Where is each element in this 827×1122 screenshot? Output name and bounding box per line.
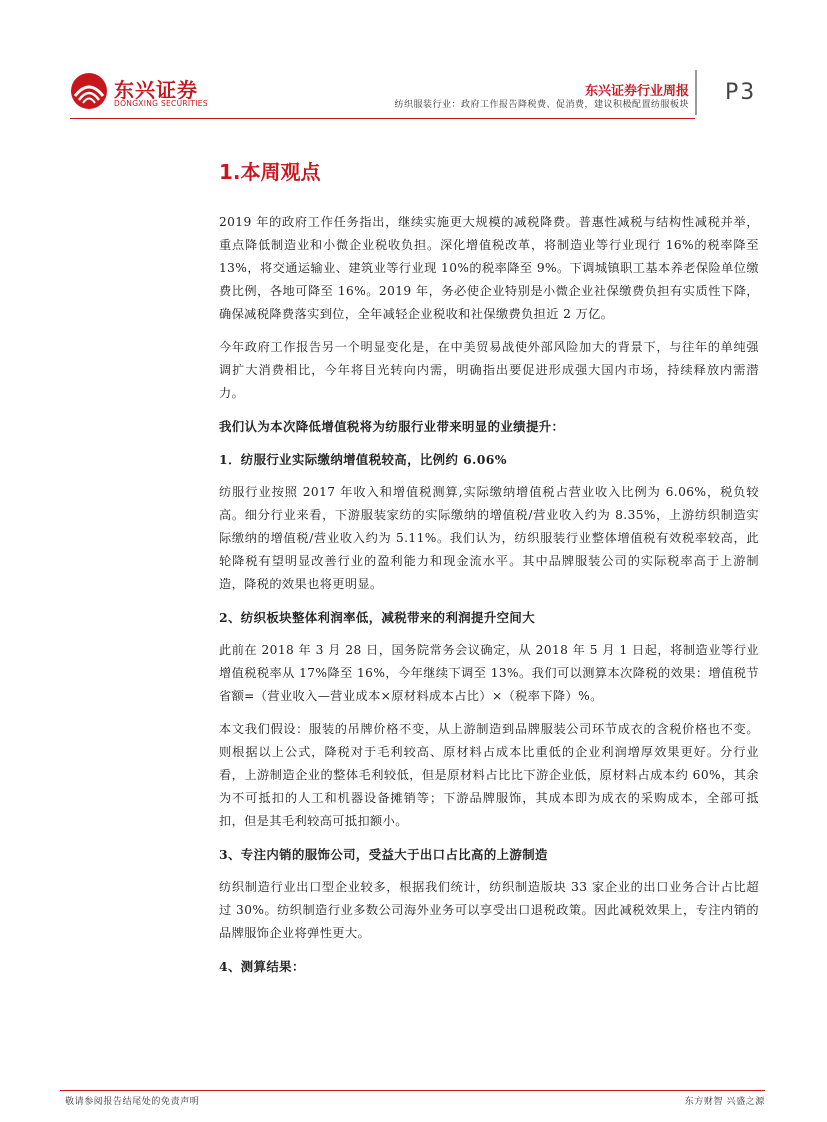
report-type: 东兴证券行业周报 — [584, 84, 689, 99]
point-heading-1: 1．纺服行业实际缴纳增值税较高，比例约 6.06% — [219, 452, 507, 467]
footer-slogan: 东方财智 兴盛之源 — [684, 1097, 765, 1107]
footer-rule — [60, 1090, 765, 1091]
page-number: P3 — [725, 80, 757, 105]
section-title: 1.本周观点 — [219, 160, 321, 184]
main-content — [219, 155, 759, 988]
paragraph-vat-ratio: 纺服行业按照 2017 年收入和增值税测算,实际缴纳增值税占营业收入比例为 6.06%，税负较高。细分行业来看，下游服装家纺的实际缴纳的增值税/营业收入约为 8.35%，上游纺织制造实际缴纳的增值税/营业收入约为 5.11%。我们认为，纺织服装行业整体增值税有效税率较高，此轮降税有望明显改善行业的盈利能力和现金流水平。其中品牌服装公司的实际税率高于上游制造，降税的效果也将更明显。 — [219, 485, 759, 591]
header-rule — [70, 118, 695, 119]
point-heading-3: 3、专注内销的服饰公司，受益大于出口占比高的上游制造 — [219, 847, 548, 862]
logo-name-en: DONGXING SECURITIES — [114, 99, 208, 108]
paragraph-vat-history: 此前在 2018 年 3 月 28 日，国务院常务会议确定，从 2018 年 5 月 1 日起，将制造业等行业增值税税率从 17%降至 16%，今年继续下调至 13%。我们可以测算本次降税的效果：增值税节省额=（营业收入—营业成本×原材料成本占比）×（税率下降）%。 — [219, 643, 759, 703]
company-logo — [70, 72, 210, 114]
paragraph-domestic-demand: 今年政府工作报告另一个明显变化是，在中美贸易战使外部风险加大的背景下，与往年的单纯强调扩大消费相比，今年将目光转向内需，明确指出要促进形成强大国内市场，持续释放内需潜力。 — [219, 340, 759, 400]
paragraph-assumptions: 本文我们假设：服装的吊牌价格不变，从上游制造到品牌服装公司环节成衣的含税价格也不变。则根据以上公式，降税对于毛利较高、原材料占成本比重低的企业利润增厚效果更好。分行业看，上游制造企业的整体毛利较低，但是原材料占比比下游企业低，原材料占成本约 60%，其余为不可抵扣的人工和机器设备摊销等；下游品牌服饰，其成本即为成衣的采购成本，全部可抵扣，但是其毛利较高可抵扣额小。 — [219, 722, 759, 828]
paragraph-tax-policy: 2019 年的政府工作任务指出，继续实施更大规模的减税降费。普惠性减税与结构性减税并举，重点降低制造业和小微企业税收负担。深化增值税改革，将制造业等行业现行 16%的税率降至 13%，将交通运输业、建筑业等行业现 10%的税率降至 9%。下调城镇职工基本养老保险单位缴费比例，各地可降至 16%。2019 年，务必使企业特别是小微企业社保缴费负担有实质性下降，确保减税降费落实到位，全年减轻企业税收和社保缴费负担近 2 万亿。 — [219, 215, 759, 321]
point-heading-4: 4、测算结果： — [219, 959, 305, 974]
point-heading-2: 2、纺织板块整体利润率低，减税带来的利润提升空间大 — [219, 610, 535, 625]
logo-name-cn: 东兴证券 — [114, 78, 198, 102]
dongxing-logo-icon — [70, 72, 108, 110]
page-header — [0, 0, 827, 130]
lead-statement: 我们认为本次降低增值税将为纺服行业带来明显的业绩提升： — [219, 419, 565, 434]
footer-disclaimer: 敬请参阅报告结尾处的免责声明 — [65, 1097, 200, 1107]
report-subtitle: 纺织服装行业：政府工作报告降税费、促消费，建议积极配置纺服板块 — [394, 100, 689, 110]
header-divider — [695, 70, 697, 115]
paragraph-export: 纺织制造行业出口型企业较多，根据我们统计，纺织制造版块 33 家企业的出口业务合计占比超过 30%。纺织制造行业多数公司海外业务可以享受出口退税政策。因此减税效果上，专注内销的品牌服饰企业将弹性更大。 — [219, 880, 759, 940]
